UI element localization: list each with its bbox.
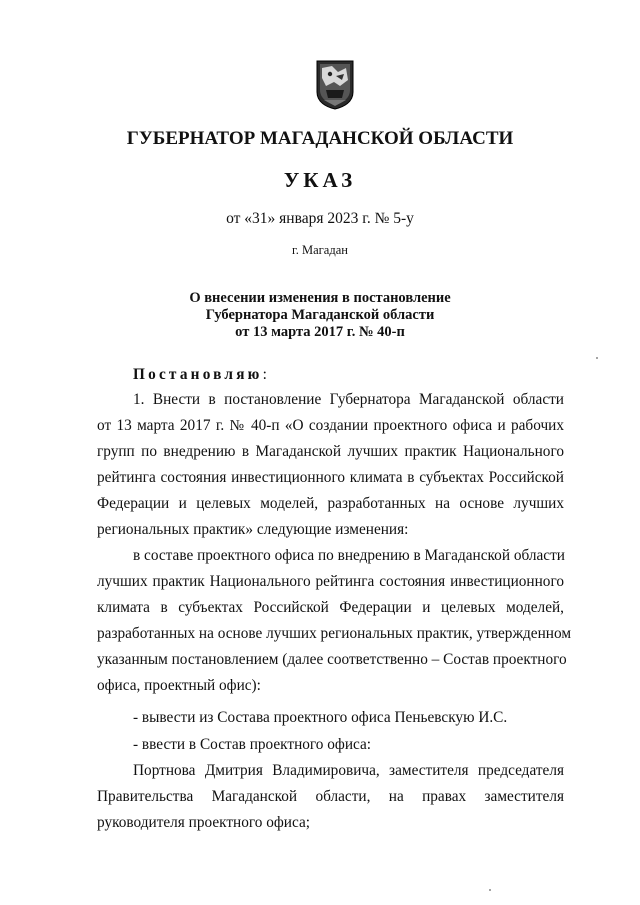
issuer-name: ГУБЕРНАТОР МАГАДАНСКОЙ ОБЛАСТИ	[126, 128, 514, 149]
document-title	[0, 290, 640, 341]
text-line: региональных практик» следующие изменения:	[97, 521, 409, 538]
coat-of-arms-icon	[316, 60, 354, 110]
paragraph-amendment	[97, 387, 564, 543]
text-line: Федерации и целевых моделей, разработанных на основе лучших	[97, 495, 564, 512]
document-type: УКАЗ	[283, 168, 357, 192]
title-line: от 13 марта 2017 г. № 40-п	[235, 324, 405, 340]
text-line: групп по внедрению в Магаданской лучших практик Национального	[97, 443, 564, 460]
text-line: - ввести в Состав проектного офиса:	[133, 736, 372, 753]
scan-speck	[596, 357, 598, 359]
title-line: О внесении изменения в постановление	[189, 290, 451, 306]
resolve-line	[97, 362, 564, 388]
text-line: руководителя проектного офиса;	[97, 814, 310, 831]
document-date-number: от «31» января 2023 г. № 5-у	[226, 210, 414, 227]
text-line: 1. Внести в постановление Губернатора Магаданской области	[133, 391, 564, 408]
text-line: - вывести из Состава проектного офиса Пеньевскую И.С.	[133, 709, 508, 726]
text-line: в составе проектного офиса по внедрению в Магаданской области	[133, 547, 565, 564]
text-line: Портнова Дмитрия Владимировича, заместителя председателя	[133, 762, 564, 779]
scan-speck	[489, 889, 491, 891]
resolve-word: Постановляю	[133, 366, 263, 383]
text-line: от 13 марта 2017 г. № 40-п «О создании проектного офиса и рабочих	[97, 417, 564, 434]
text-line: Правительства Магаданской области, на правах заместителя	[97, 788, 564, 805]
list-item-remove	[97, 705, 564, 731]
paragraph-appointee	[97, 758, 564, 836]
text-line: климата в субъектах Российской Федерации и целевых моделей,	[97, 599, 564, 616]
list-item-add	[97, 732, 564, 758]
text-line: указанным постановлением (далее соответственно – Состав проектного	[97, 651, 567, 668]
document-place: г. Магадан	[292, 243, 348, 257]
text-line: рейтинга состояния инвестиционного климата в субъектах Российской	[97, 469, 564, 486]
resolve-colon: :	[262, 366, 267, 383]
title-line: Губернатора Магаданской области	[205, 307, 435, 323]
text-line: лучших практик Национального рейтинга состояния инвестиционного	[97, 573, 564, 590]
text-line: офиса, проектный офис):	[97, 677, 261, 694]
text-line: разработанных на основе лучших региональных практик, утвержденном	[97, 625, 572, 642]
paragraph-composition	[97, 543, 572, 699]
